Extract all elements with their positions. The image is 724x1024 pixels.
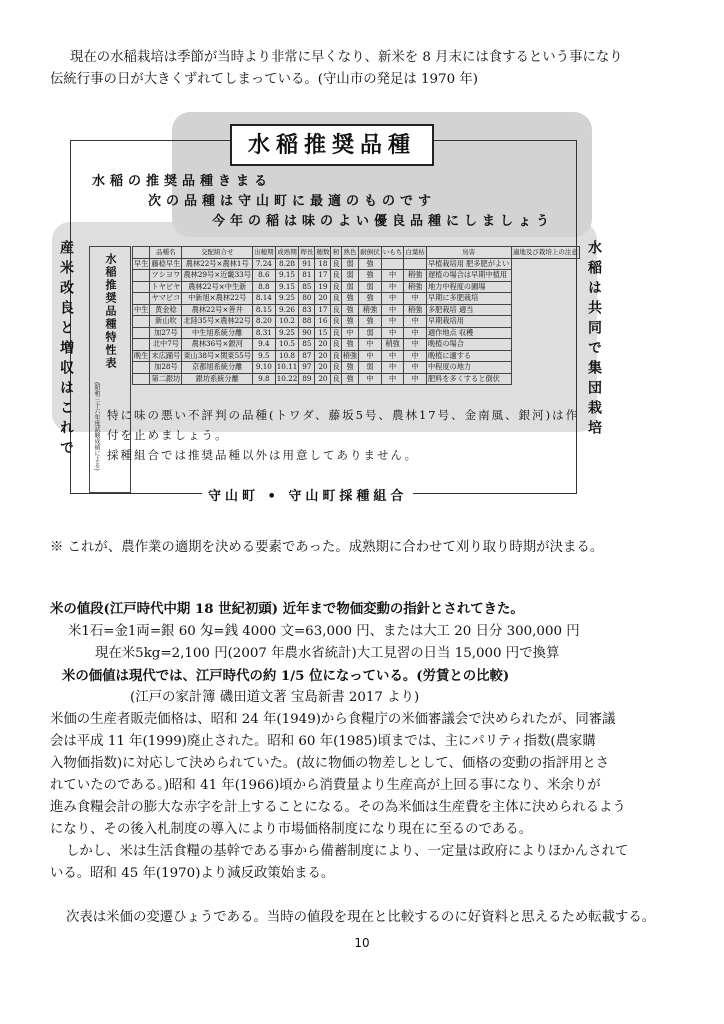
table-cell: 9.5 (253, 350, 276, 362)
table-cell: 北陸35号×農林22号 (183, 316, 251, 325)
table-cell: 80 (299, 293, 315, 305)
page-number: 10 (354, 936, 370, 950)
table-cell: 良 (332, 293, 340, 302)
variety-characteristics-table (132, 246, 580, 385)
table-header-row (133, 247, 580, 259)
price-line-2: 現在米5kg=2,100 円(2007 年農水省統計)大工見習の日当 15,000 円で換算 (95, 646, 560, 661)
table-cell: 強 (359, 316, 382, 328)
body-paragraph-3: 次表は米価の変遷ひょうである。当時の値段を現在と比較するのに好資料と思えるため転載する。 (66, 910, 656, 925)
table-cell: 90 (299, 327, 315, 339)
table-cell (404, 258, 427, 270)
table-header-cell: 穂数 (316, 248, 330, 256)
table-cell: 良 (332, 258, 340, 268)
table-cell: 20 (315, 373, 331, 385)
table-side-subtitle: (昭和三十六年度試験成績による) (93, 382, 100, 471)
poster-bottom-2: 付を止めましょう。 (107, 428, 229, 442)
table-cell: 弱 (341, 258, 358, 270)
table-cell: 強 (341, 362, 358, 374)
table-cell: 88 (299, 316, 315, 328)
table-cell: 強 (341, 304, 358, 316)
table-cell: 91 (299, 258, 315, 270)
table-row (133, 304, 580, 316)
table-cell: 黄金稔 (150, 304, 182, 316)
table-cell: 中 (404, 339, 427, 351)
table-cell: 早生 (134, 258, 149, 268)
table-cell: 良 (332, 304, 340, 314)
table-cell: 中生旭系統分離 (182, 327, 253, 339)
table-cell: 強 (359, 270, 382, 282)
table-cell: 9.25 (275, 293, 299, 305)
table-cell: 晩生 (134, 350, 149, 360)
table-cell: 中新旭×農林22号 (182, 293, 253, 305)
table-cell: 稍強 (381, 339, 404, 351)
body-line: いる。昭和 45 年(1970)より減反政策始まる。 (50, 866, 335, 881)
table-cell: トヤビヤ (151, 281, 181, 291)
table-cell: 中 (381, 362, 404, 374)
table-cell: 9.10 (253, 362, 276, 374)
table-cell (133, 362, 150, 374)
table-row (133, 327, 580, 339)
table-cell: 中 (404, 362, 427, 374)
body-line: れていたのである。)昭和 41 年(1966)頃から消費量より生産高が上回る事になり、米余りが (50, 778, 601, 793)
table-cell: 地力中程度の圃場 (426, 281, 511, 293)
table-cell: 10.11 (276, 362, 298, 371)
intro-line-2: 伝統行事の日が大きくずれてしまっている。(守山市の発足は 1970 年) (50, 72, 478, 87)
body-line: 進み食糧会計の膨大な赤字を計上することになる。その為米価は生産費を主体に決められるよう (50, 800, 626, 815)
table-cell: 中程度の地力 (426, 362, 511, 374)
table-cell: 稍強 (404, 281, 427, 293)
table-cell: 17 (315, 304, 331, 316)
price-line-3: 米の価値は現代では、江戸時代の約 1/5 位になっている。(労賃との比較) (62, 668, 510, 684)
body-line: 米価の生産者販売価格は、昭和 24 年(1949)から食糧庁の米価審議会で決められたが、同審議 (50, 712, 616, 727)
table-cell: 良 (332, 270, 340, 279)
table-cell: 弱 (359, 362, 382, 374)
table-cell: 加27号 (150, 327, 182, 339)
body-line: 会は平成 11 年(1999)廃止された。昭和 60 年(1985)頃までは、主にパリティ指数(農家購 (50, 734, 596, 749)
table-cell: 20 (315, 362, 331, 374)
table-cell (133, 270, 150, 282)
table-cell: 8.28 (275, 258, 299, 270)
table-cell: 良 (332, 350, 340, 360)
note-line: ※ これが、農作業の適期を決める要素であった。成熟期に合わせて刈り取り時期が決まる。 (50, 540, 604, 555)
table-cell: 10.2 (275, 316, 299, 328)
table-cell: 早期栽培用 (426, 316, 511, 328)
table-header-cell: いもち (382, 248, 403, 256)
table-cell: 20 (315, 339, 331, 351)
table-cell: 81 (299, 270, 315, 282)
table-cell (133, 339, 150, 351)
table-cell: 強 (341, 316, 358, 328)
table-cell: 銀坊系統分離 (182, 373, 253, 385)
table-cell: 中 (341, 327, 358, 339)
table-cell: 8.6 (253, 270, 276, 282)
left-vertical-slogan: 産米改良と増収はこれで (58, 240, 74, 460)
table-cell: 農林22号×善井 (182, 304, 253, 316)
table-cell: 8.15 (253, 304, 276, 316)
table-row (133, 350, 580, 362)
table-cell: 中 (359, 339, 382, 351)
table-cell: 中 (381, 304, 404, 316)
table-cell: 北中7号 (150, 339, 182, 351)
table-cell: 稍強 (342, 350, 358, 360)
table-cell: 弱 (341, 270, 358, 282)
poster-footer: 守山町 • 守山町採種組合 (202, 485, 413, 504)
table-cell: 晩植に適する (426, 350, 511, 362)
table-cell: 弱 (341, 281, 358, 293)
table-cell (133, 327, 150, 339)
table-cell: 良 (332, 316, 340, 325)
table-cell (133, 281, 150, 293)
table-cell: 中 (381, 270, 404, 282)
table-cell: 農林29号×近畿33号 (183, 270, 251, 279)
table-cell: 9.8 (253, 373, 276, 385)
table-cell: 中 (404, 350, 427, 362)
table-cell: 中 (381, 350, 404, 362)
table-cell: 8.31 (253, 327, 276, 339)
table-cell: 農林22号×農林1号 (182, 258, 253, 270)
table-cell: 弱 (359, 327, 382, 339)
table-row (133, 373, 580, 385)
poster-bottom-1: 特に味の悪い不評判の品種(トワダ、藤坂5号、農林17号、金南風、銀河)は作 (107, 408, 580, 422)
table-cell: 第二銀坊 (151, 373, 181, 383)
table-cell: 京都旭系統分離 (182, 362, 253, 374)
body-line: しかし、米は生活食糧の基幹である事から備蓄制度により、一定量は政府によりほかんされて (66, 844, 629, 859)
table-cell: 10.5 (275, 339, 299, 351)
table-header-cell: 稈長 (300, 248, 314, 256)
table-cell: 早植栽培用 肥多肥がよい (427, 258, 510, 268)
table-cell: 中 (404, 293, 427, 305)
poster-line-1: 水稲の推奨品種きまる (92, 174, 273, 189)
table-row (133, 339, 580, 351)
table-header-cell: 白葉枯 (405, 248, 425, 256)
table-cell: 9.25 (275, 327, 299, 339)
table-cell: 85 (299, 339, 315, 351)
table-cell: 良 (332, 281, 340, 291)
table-cell: 89 (299, 373, 315, 385)
table-cell: 17 (315, 270, 331, 282)
poster-title: 水稲推奨品種 (230, 124, 434, 166)
table-cell: 良 (332, 373, 340, 383)
table-cell: 良 (332, 327, 340, 337)
table-cell: 85 (299, 281, 315, 293)
table-cell: 9.15 (275, 281, 299, 293)
table-row (133, 293, 580, 305)
table-cell: 強 (341, 339, 358, 351)
table-cell: 稍強 (404, 270, 427, 282)
table-cell: 中 (381, 316, 404, 328)
table-cell: 稍強 (359, 304, 382, 316)
table-cell: 15 (315, 327, 331, 339)
price-line-1: 米1石=金1両=銀 60 匁=銭 4000 文=63,000 円、または大工 20 日分 300,000 円 (68, 624, 580, 639)
table-cell: 19 (315, 281, 331, 293)
table-cell: 9.4 (253, 339, 276, 351)
table-header-cell: 耐倒伏 (360, 248, 380, 256)
table-header-cell: 成熟期 (275, 247, 299, 259)
table-cell: 稍強 (404, 304, 427, 316)
table-cell (133, 373, 150, 385)
recommended-rice-varieties-poster (52, 112, 602, 512)
table-cell: 新山吹 (150, 316, 182, 328)
table-cell: 末広踊号 (151, 350, 181, 360)
table-cell: 9.26 (275, 304, 299, 316)
body-line: 入物価指数)に対応して決められていた。(故に物価の物差しとして、価格の変動の指評用とさ (50, 756, 610, 771)
table-row (133, 281, 580, 293)
table-cell: 中 (359, 373, 382, 385)
table-cell (133, 293, 150, 305)
table-header-cell: 籾 (332, 248, 340, 256)
table-header-cell: 適地及び栽培上の注意 (512, 248, 578, 256)
table-cell (381, 258, 404, 270)
table-cell: 中 (381, 293, 404, 305)
table-cell: 8.20 (253, 316, 276, 328)
table-cell: 18 (315, 258, 331, 270)
intro-line-1: 現在の水稲栽培は季節が当時より非常に早くなり、新米を 8 月末には食するという事になり (70, 50, 623, 65)
table-header-cell: 交配組合せ (182, 247, 253, 259)
table-cell: 8.14 (253, 293, 276, 305)
table-header-cell: 鳥害 (426, 247, 511, 259)
body-line: になり、その後入札制度の導入により市場価格制度になり現在に至るのである。 (50, 822, 533, 837)
table-cell: 中 (404, 316, 427, 328)
table-row (133, 316, 580, 328)
table-header-cell (133, 247, 150, 259)
table-cell: 東山38号×関東55号 (183, 350, 251, 360)
table-cell: 強 (359, 293, 382, 305)
price-heading: 米の値段(江戸時代中期 18 世紀初頭) 近年まで物価変動の指針とされてきた。 (50, 601, 524, 617)
table-cell: 多肥栽培 適当 (426, 304, 511, 316)
table-side-title: 水稲推奨品種特性表 (104, 253, 117, 370)
table-cell: 中 (381, 373, 404, 385)
table-cell: 良 (332, 339, 340, 348)
table-row (133, 362, 580, 374)
table-cell: 適作地点 収穫 (426, 327, 511, 339)
table-cell: 8.8 (253, 281, 276, 293)
table-cell: 強 (359, 258, 382, 270)
table-cell: 97 (299, 362, 315, 374)
poster-line-2: 次の品種は守山町に最適のものです (148, 194, 437, 209)
table-cell: 10.8 (275, 350, 299, 362)
table-cell: 中 (381, 327, 404, 339)
table-cell: 中 (404, 373, 427, 385)
table-cell: 肥料を多くすると倒伏 (426, 373, 511, 385)
table-cell: 強 (341, 293, 358, 305)
table-header-cell: 品種名 (150, 247, 182, 259)
table-cell: 遅植の場合は早期中植用 (426, 270, 511, 282)
table-cell: 早期に多肥栽培 (426, 293, 511, 305)
table-cell: 晩植の場合 (426, 339, 511, 351)
table-cell: 20 (315, 293, 331, 305)
table-cell: 16 (315, 316, 331, 328)
table-cell (133, 316, 150, 328)
table-cell: 強 (341, 373, 358, 385)
table-cell: 中生 (134, 304, 149, 314)
table-cell: 農林36号×銀河 (182, 339, 253, 351)
table-cell: 20 (315, 350, 331, 362)
table-cell: ヤマビコ (151, 293, 181, 302)
table-header-cell: 熟色 (341, 247, 358, 259)
table-cell: 中 (359, 350, 382, 362)
table-cell: 加28号 (150, 362, 182, 374)
table-row (133, 270, 580, 282)
price-source: (江戸の家計簿 磯田道文著 宝島新書 2017 より) (130, 690, 420, 705)
table-cell: 農林22号×中生新 (182, 281, 253, 293)
poster-bottom-3: 採種組合では推奨品種以外は用意してありません。 (107, 448, 419, 462)
table-row (133, 258, 580, 270)
table-cell: 弱 (359, 281, 382, 293)
table-cell: 87 (299, 350, 315, 362)
table-cell: 83 (299, 304, 315, 316)
table-cell: 中 (381, 281, 404, 293)
table-cell: 9.15 (275, 270, 299, 282)
table-cell: 10.22 (276, 373, 298, 383)
table-cell: 藤稔早生 (151, 258, 181, 268)
right-vertical-slogan: 水稲は共同で集団栽培 (586, 240, 602, 440)
table-cell: 良 (332, 362, 340, 371)
poster-line-3: 今年の稲は味のよい優良品種にしましょう (212, 214, 555, 229)
table-header-cell: 出穂期 (254, 248, 274, 256)
table-cell: 7.24 (253, 258, 276, 270)
table-cell: 中 (404, 327, 427, 339)
table-cell: ツシヨワ (151, 270, 181, 279)
